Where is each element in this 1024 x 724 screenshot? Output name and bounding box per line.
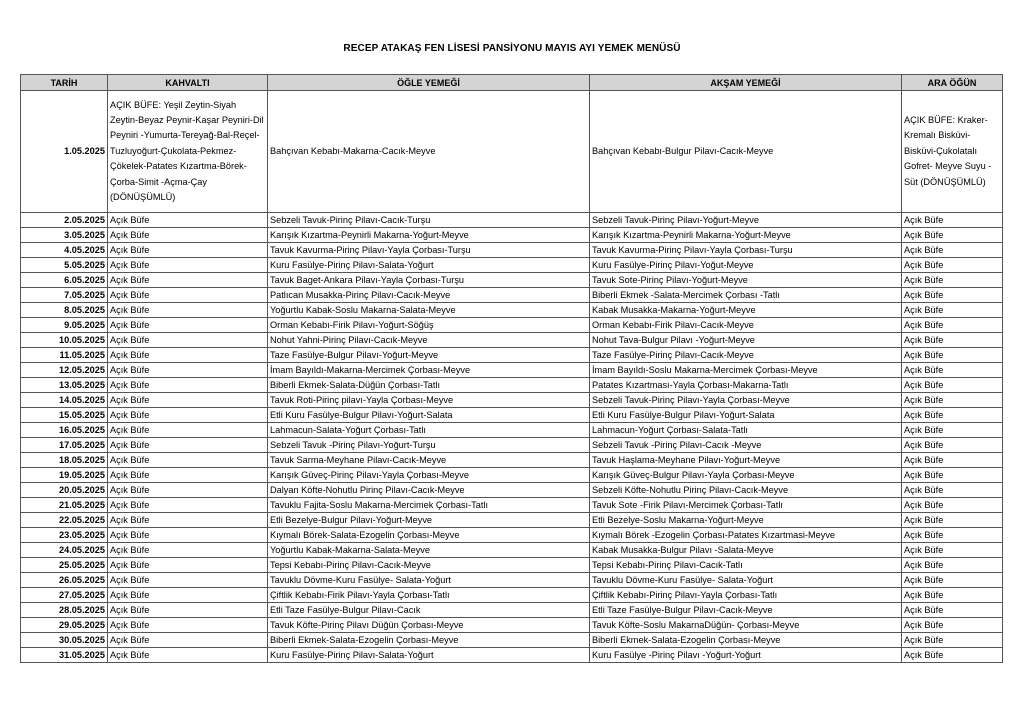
table-row [21,468,1003,483]
lunch-cell: Taze Fasülye-Bulgur Pilavı-Yoğurt-Meyve [268,348,590,363]
dinner-cell: İmam Bayıldı-Soslu Makarna-Mercimek Çorbası-Meyve [590,363,902,378]
snack-cell: Açık Büfe [902,453,1003,468]
lunch-cell: Nohut Yahni-Pirinç Pilavı-Cacık-Meyve [268,333,590,348]
breakfast-cell: Açık Büfe [108,528,268,543]
header-row [21,75,1003,91]
table-row [21,333,1003,348]
table-row [21,573,1003,588]
dinner-cell: Kabak Musakka-Makarna-Yoğurt-Meyve [590,303,902,318]
breakfast-cell: Açık Büfe [108,213,268,228]
breakfast-cell: Açık Büfe [108,438,268,453]
dinner-cell: Biberli Ekmek-Salata-Ezogelin Çorbası-Meyve [590,633,902,648]
snack-cell: Açık Büfe [902,648,1003,663]
page-title: RECEP ATAKAŞ FEN LİSESİ PANSİYONU MAYIS AYI YEMEK MENÜSÜ [343,43,681,54]
snack-cell: Açık Büfe [902,333,1003,348]
date-cell: 12.05.2025 [21,363,108,378]
dinner-cell: Tavuk Sote-Pirinç Pilavı-Yoğurt-Meyve [590,273,902,288]
snack-cell: Açık Büfe [902,213,1003,228]
breakfast-cell: Açık Büfe [108,603,268,618]
lunch-cell: Karışık Kızartma-Peynirli Makarna-Yoğurt-Meyve [268,228,590,243]
date-cell: 31.05.2025 [21,648,108,663]
date-cell: 4.05.2025 [21,243,108,258]
snack-cell: Açık Büfe [902,363,1003,378]
dinner-cell: Taze Fasülye-Pirinç Pilavı-Cacık-Meyve [590,348,902,363]
lunch-cell: Tepsi Kebabı-Pirinç Pilavı-Cacık-Meyve [268,558,590,573]
table-row [21,303,1003,318]
snack-cell: Açık Büfe [902,468,1003,483]
breakfast-cell: Açık Büfe [108,633,268,648]
breakfast-cell: Açık Büfe [108,363,268,378]
table-row [21,363,1003,378]
snack-cell: Açık Büfe [902,273,1003,288]
table-row [21,453,1003,468]
table-row [21,543,1003,558]
lunch-cell: Tavuk Köfte-Pirinç Pilavı Düğün Çorbası-Meyve [268,618,590,633]
lunch-cell: Orman Kebabı-Firik Pilavı-Yoğurt-Söğüş [268,318,590,333]
snack-cell: Açık Büfe [902,243,1003,258]
date-cell: 26.05.2025 [21,573,108,588]
table-row [21,588,1003,603]
breakfast-cell: Açık Büfe [108,333,268,348]
dinner-cell: Orman Kebabı-Firik Pilavı-Cacık-Meyve [590,318,902,333]
breakfast-cell: Açık Büfe [108,618,268,633]
snack-cell: Açık Büfe [902,318,1003,333]
breakfast-cell: Açık Büfe [108,513,268,528]
lunch-cell: Etli Bezelye-Bulgur Pilavı-Yoğurt-Meyve [268,513,590,528]
dinner-cell: Kuru Fasülye -Pirinç Pilavı -Yoğurt-Yoğurt [590,648,902,663]
snack-cell: Açık Büfe [902,378,1003,393]
header-lunch: ÖĞLE YEMEĞİ [268,75,590,91]
dinner-cell: Sebzeli Tavuk -Pirinç Pilavı-Cacık -Meyve [590,438,902,453]
table-row [21,648,1003,663]
header-breakfast: KAHVALTI [108,75,268,91]
dinner-cell: Tavuklu Dövme-Kuru Fasülye- Salata-Yoğurt [590,573,902,588]
dinner-cell: Tavuk Sote -Firik Pilavı-Mercimek Çorbası-Tatlı [590,498,902,513]
lunch-cell: Etli Taze Fasülye-Bulgur Pilavı-Cacık [268,603,590,618]
date-cell: 17.05.2025 [21,438,108,453]
snack-cell: Açık Büfe [902,288,1003,303]
snack-cell: Açık Büfe [902,408,1003,423]
lunch-cell: Tavuk Kavurma-Pirinç Pilavı-Yayla Çorbası-Turşu [268,243,590,258]
menu-table [20,74,1003,663]
snack-cell: Açık Büfe [902,513,1003,528]
snack-cell: Açık Büfe [902,483,1003,498]
snack-cell: Açık Büfe [902,258,1003,273]
dinner-cell: Kıymalı Börek -Ezogelin Çorbası-Patates Kızartmasi-Meyve [590,528,902,543]
date-cell: 24.05.2025 [21,543,108,558]
dinner-cell: Kuru Fasülye-Pirinç Pilavı-Yoğut-Meyve [590,258,902,273]
date-cell: 21.05.2025 [21,498,108,513]
date-cell: 15.05.2025 [21,408,108,423]
dinner-cell: Bahçıvan Kebabı-Bulgur Pilavı-Cacık-Meyve [590,91,902,213]
breakfast-cell: Açık Büfe [108,483,268,498]
date-cell: 29.05.2025 [21,618,108,633]
breakfast-cell: Açık Büfe [108,378,268,393]
breakfast-cell: Açık Büfe [108,273,268,288]
table-row [21,228,1003,243]
date-cell: 28.05.2025 [21,603,108,618]
snack-cell: Açık Büfe [902,588,1003,603]
lunch-cell: Tavuk Roti-Pirinç pilavı-Yayla Çorbası-Meyve [268,393,590,408]
header-snack: ARA ÖĞÜN [902,75,1003,91]
breakfast-cell: Açık Büfe [108,393,268,408]
snack-cell: Açık Büfe [902,558,1003,573]
date-cell: 25.05.2025 [21,558,108,573]
date-cell: 9.05.2025 [21,318,108,333]
snack-cell: Açık Büfe [902,393,1003,408]
lunch-cell: Lahmacun-Salata-Yoğurt Çorbası-Tatlı [268,423,590,438]
breakfast-cell: Açık Büfe [108,303,268,318]
date-cell: 16.05.2025 [21,423,108,438]
table-row [21,408,1003,423]
table-row [21,528,1003,543]
snack-cell: Açık Büfe [902,438,1003,453]
lunch-cell: Karışık Güveç-Pirinç Pilavı-Yayla Çorbası-Meyve [268,468,590,483]
header-dinner: AKŞAM YEMEĞİ [590,75,902,91]
dinner-cell: Sebzeli Tavuk-Pirinç Pilavı-Yoğurt-Meyve [590,213,902,228]
dinner-cell: Tavuk Haşlama-Meyhane Pilavı-Yoğurt-Meyve [590,453,902,468]
dinner-cell: Tepsi Kebabı-Pirinç Pilavı-Cacık-Tatlı [590,558,902,573]
lunch-cell: Tavuklu Dövme-Kuru Fasülye- Salata-Yoğurt [268,573,590,588]
snack-cell: Açık Büfe [902,348,1003,363]
dinner-cell: Sebzeli Tavuk-Pirinç Pilavı-Yayla Çorbası-Meyve [590,393,902,408]
date-cell: 3.05.2025 [21,228,108,243]
table-row [21,633,1003,648]
dinner-cell: Etli Bezelye-Soslu Makarna-Yoğurt-Meyve [590,513,902,528]
breakfast-cell: Açık Büfe [108,573,268,588]
dinner-cell: Etli Taze Fasülye-Bulgur Pilavı-Cacık-Meyve [590,603,902,618]
breakfast-cell: Açık Büfe [108,453,268,468]
lunch-cell: Kuru Fasülye-Pirinç Pilavı-Salata-Yoğurt [268,648,590,663]
table-row [21,498,1003,513]
snack-cell: Açık Büfe [902,528,1003,543]
dinner-cell: Karışık Güveç-Bulgur Pilavı-Yayla Çorbası-Meyve [590,468,902,483]
date-cell: 30.05.2025 [21,633,108,648]
dinner-cell: Tavuk Kavurma-Pirinç Pilavı-Yayla Çorbası-Turşu [590,243,902,258]
dinner-cell: Çiftlik Kebabı-Pirinç Pilavı-Yayla Çorbası-Tatlı [590,588,902,603]
dinner-cell: Karışık Kızartma-Peynirli Makarna-Yoğurt-Meyve [590,228,902,243]
lunch-cell: Etli Kuru Fasülye-Bulgur Pilavı-Yoğurt-Salata [268,408,590,423]
snack-cell: Açık Büfe [902,633,1003,648]
lunch-cell: Yoğurtlu Kabak-Soslu Makarna-Salata-Meyve [268,303,590,318]
date-cell: 13.05.2025 [21,378,108,393]
lunch-cell: Biberli Ekmek-Salata-Ezogelin Çorbası-Meyve [268,633,590,648]
table-row [21,603,1003,618]
table-row [21,348,1003,363]
table-row [21,213,1003,228]
breakfast-cell: Açık Büfe [108,468,268,483]
dinner-cell: Etli Kuru Fasülye-Bulgur Pilavı-Yoğurt-Salata [590,408,902,423]
table-row [21,91,1003,213]
snack-cell: Açık Büfe [902,303,1003,318]
date-cell: 6.05.2025 [21,273,108,288]
date-cell: 22.05.2025 [21,513,108,528]
dinner-cell: Tavuk Köfte-Soslu MakarnaDüğün- Çorbası-Meyve [590,618,902,633]
lunch-cell: Bahçıvan Kebabı-Makarna-Cacık-Meyve [268,91,590,213]
dinner-cell: Biberli Ekmek -Salata-Mercimek Çorbası -Tatlı [590,288,902,303]
lunch-cell: İmam Bayıldı-Makarna-Mercimek Çorbası-Meyve [268,363,590,378]
dinner-cell: Sebzeli Köfte-Nohutlu Pirinç Pilavı-Cacık-Meyve [590,483,902,498]
menu-body [21,91,1003,663]
table-row [21,258,1003,273]
breakfast-cell: Açık Büfe [108,588,268,603]
table-row [21,618,1003,633]
table-row [21,558,1003,573]
table-row [21,273,1003,288]
lunch-cell: Dalyan Köfte-Nohutlu Pirinç Pilavı-Cacık-Meyve [268,483,590,498]
date-cell: 19.05.2025 [21,468,108,483]
dinner-cell: Kabak Musakka-Bulgur Pilavı -Salata-Meyve [590,543,902,558]
breakfast-cell: Açık Büfe [108,498,268,513]
date-cell: 27.05.2025 [21,588,108,603]
lunch-cell: Biberli Ekmek-Salata-Düğün Çorbası-Tatlı [268,378,590,393]
breakfast-cell: Açık Büfe [108,228,268,243]
breakfast-cell: Açık Büfe [108,558,268,573]
table-row [21,423,1003,438]
snack-cell: Açık Büfe [902,618,1003,633]
table-row [21,288,1003,303]
breakfast-cell: Açık Büfe [108,543,268,558]
lunch-cell: Çiftlik Kebabı-Firik Pilavı-Yayla Çorbası-Tatlı [268,588,590,603]
lunch-cell: Tavuk Sarma-Meyhane Pilavı-Cacık-Meyve [268,453,590,468]
table-row [21,243,1003,258]
lunch-cell: Yoğurtlu Kabak-Makarna-Salata-Meyve [268,543,590,558]
breakfast-cell: AÇIK BÜFE: Yeşil Zeytin-Siyah Zeytin-Beyaz Peynir-Kaşar Peyniri-Dil Peyniri -Yumurta-Tereyağ-Bal-Reçel-Tuzluyoğurt-Çukolata-Pekmez-Çökelek-Patates Kızartma-Börek-Çorba-Simit -Açma-Çay (DÖNÜŞÜMLÜ) [108,91,268,213]
lunch-cell: Kuru Fasülye-Pirinç Pilavı-Salata-Yoğurt [268,258,590,273]
snack-cell: Açık Büfe [902,423,1003,438]
breakfast-cell: Açık Büfe [108,423,268,438]
table-row [21,378,1003,393]
lunch-cell: Tavuklu Fajita-Soslu Makarna-Mercimek Çorbası-Tatlı [268,498,590,513]
table-row [21,483,1003,498]
dinner-cell: Patates Kızartması-Yayla Çorbası-Makarna-Tatlı [590,378,902,393]
date-cell: 2.05.2025 [21,213,108,228]
date-cell: 23.05.2025 [21,528,108,543]
breakfast-cell: Açık Büfe [108,408,268,423]
table-row [21,393,1003,408]
breakfast-cell: Açık Büfe [108,243,268,258]
table-row [21,318,1003,333]
date-cell: 20.05.2025 [21,483,108,498]
breakfast-cell: Açık Büfe [108,258,268,273]
date-cell: 7.05.2025 [21,288,108,303]
date-cell: 18.05.2025 [21,453,108,468]
dinner-cell: Lahmacun-Yoğurt Çorbası-Salata-Tatlı [590,423,902,438]
dinner-cell: Nohut Tava-Bulgur Pilavı -Yoğurt-Meyve [590,333,902,348]
breakfast-cell: Açık Büfe [108,288,268,303]
lunch-cell: Kıymalı Börek-Salata-Ezogelin Çorbası-Meyve [268,528,590,543]
snack-cell: AÇIK BÜFE: Kraker-Kremalı Bisküvi-Bisküvi-Çukolatalı Gofret- Meyve Suyu -Süt (DÖNÜŞÜMLÜ) [902,91,1003,213]
date-cell: 5.05.2025 [21,258,108,273]
table-row [21,438,1003,453]
breakfast-cell: Açık Büfe [108,318,268,333]
lunch-cell: Tavuk Baget-Ankara Pilavı-Yayla Çorbası-Turşu [268,273,590,288]
breakfast-cell: Açık Büfe [108,348,268,363]
lunch-cell: Patlıcan Musakka-Pirinç Pilavı-Cacık-Meyve [268,288,590,303]
lunch-cell: Sebzeli Tavuk -Pirinç Pilavı-Yoğurt-Turşu [268,438,590,453]
snack-cell: Açık Büfe [902,573,1003,588]
snack-cell: Açık Büfe [902,543,1003,558]
table-row [21,513,1003,528]
date-cell: 8.05.2025 [21,303,108,318]
breakfast-cell: Açık Büfe [108,648,268,663]
date-cell: 1.05.2025 [21,91,108,213]
snack-cell: Açık Büfe [902,603,1003,618]
header-date: TARİH [21,75,108,91]
snack-cell: Açık Büfe [902,498,1003,513]
lunch-cell: Sebzeli Tavuk-Pirinç Pilavı-Cacık-Turşu [268,213,590,228]
date-cell: 14.05.2025 [21,393,108,408]
date-cell: 11.05.2025 [21,348,108,363]
date-cell: 10.05.2025 [21,333,108,348]
snack-cell: Açık Büfe [902,228,1003,243]
